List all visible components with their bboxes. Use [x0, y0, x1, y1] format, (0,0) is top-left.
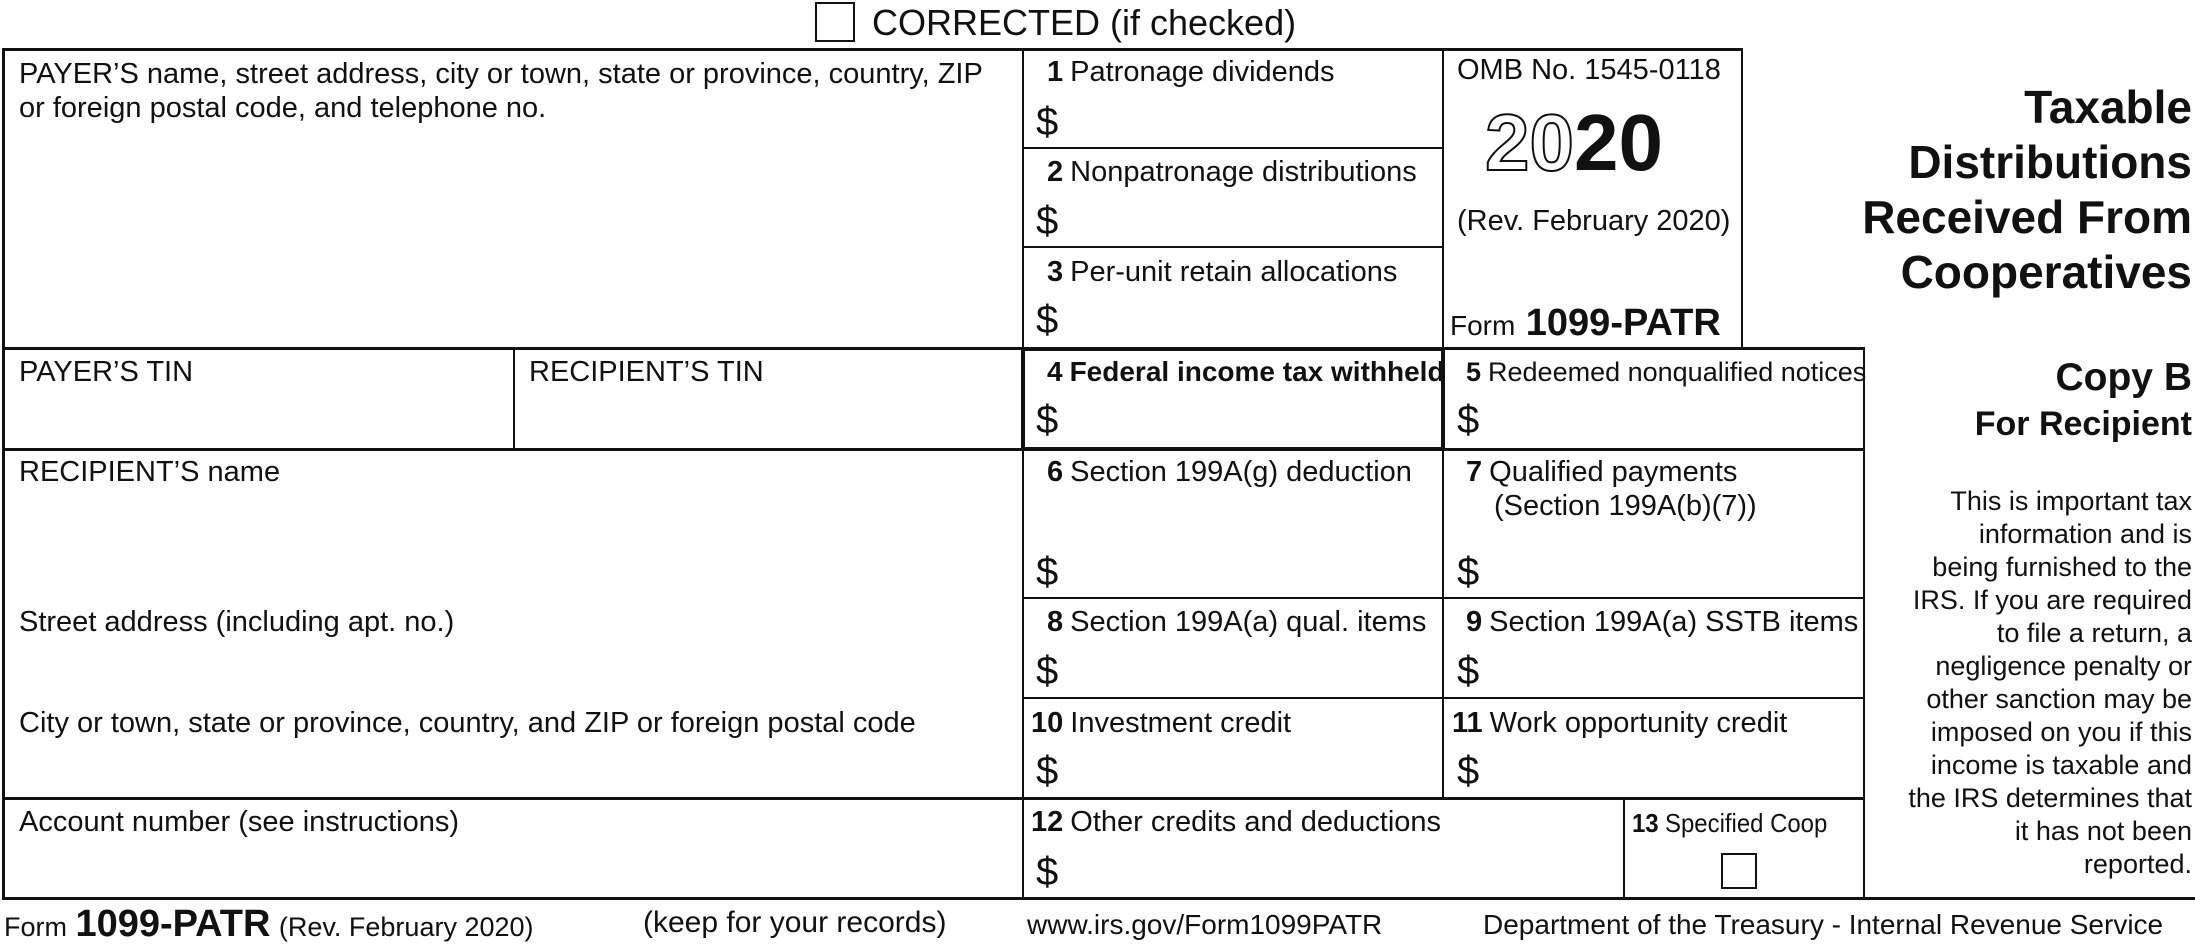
box7-dollar: $	[1457, 550, 1480, 594]
money-col-left	[1022, 48, 1024, 899]
copy-notice-line: other sanction may be	[1926, 684, 2192, 714]
box6-amount-field[interactable]	[1065, 546, 1435, 592]
box13-label	[1632, 806, 1827, 840]
box5-dollar: $	[1457, 398, 1480, 442]
box7-number: 7	[1466, 456, 1483, 488]
box5-amount-field[interactable]	[1486, 396, 1856, 440]
form-left-border	[2, 48, 5, 899]
box2-amount-field[interactable]	[1065, 196, 1435, 240]
payer-info-field[interactable]	[6, 130, 1016, 342]
copy-notice-line: income is taxable and	[1930, 750, 2192, 780]
corrected-checkbox[interactable]	[815, 2, 855, 42]
account-number-field[interactable]	[10, 842, 1015, 892]
box8-number: 8	[1047, 606, 1064, 638]
recipient-name-field[interactable]	[10, 492, 1015, 592]
box3-label	[1047, 255, 1397, 289]
tin-divider	[513, 347, 515, 449]
copy-notice-line: being furnished to the	[1932, 552, 2192, 582]
box12-dollar: $	[1036, 850, 1059, 894]
copy-notice-line: information and is	[1978, 519, 2192, 549]
omb-form-number: 1099-PATR	[1525, 302, 1721, 344]
box13-left	[1623, 797, 1625, 898]
form-title-line3: Received From	[1862, 191, 2192, 243]
box10-amount-field[interactable]	[1065, 746, 1435, 792]
box9-label	[1466, 605, 1858, 639]
form-title-line1: Taxable	[2024, 81, 2192, 133]
box3-dollar: $	[1036, 298, 1059, 342]
copy-notice-line: negligence penalty or	[1935, 651, 2192, 681]
box2-number: 2	[1047, 156, 1064, 188]
box7-text-line1: Qualified payments	[1489, 456, 1738, 488]
footer-form-word: Form	[4, 912, 67, 942]
box3-number: 3	[1047, 256, 1064, 288]
account-number-label: Account number (see instructions)	[19, 806, 460, 838]
omb-number: OMB No. 1545-0118	[1457, 54, 1721, 86]
copy-notice-line: imposed on you if this	[1930, 717, 2192, 747]
box6-text: Section 199A(g) deduction	[1070, 456, 1412, 488]
payer-block-label	[19, 57, 983, 125]
box1-text: Patronage dividends	[1070, 56, 1335, 88]
copy-notice-line: This is important tax	[1950, 486, 2192, 516]
box9-text: Section 199A(a) SSTB items	[1489, 606, 1859, 638]
box10-number: 10	[1031, 707, 1064, 739]
box4-amount-field[interactable]	[1065, 396, 1425, 440]
corrected-label: CORRECTED (if checked)	[872, 2, 1297, 43]
tax-year-solid: 20	[1573, 98, 1663, 187]
omb-form-id	[1450, 302, 1721, 345]
footer-irs-url: www.irs.gov/Form1099PATR	[1027, 909, 1383, 940]
box2-text: Nonpatronage distributions	[1070, 156, 1417, 188]
form-title-line2: Distributions	[1908, 136, 2192, 188]
footer-form-number: 1099-PATR	[75, 903, 271, 945]
form-title-line4: Cooperatives	[1900, 246, 2192, 298]
box9-dollar: $	[1457, 649, 1480, 693]
recipient-city-field[interactable]	[10, 742, 1015, 794]
box5-number: 5	[1466, 357, 1482, 387]
for-recipient-label: For Recipient	[1974, 405, 2192, 443]
copy-notice-line: it has not been	[2014, 816, 2192, 846]
box11-number: 11	[1452, 707, 1483, 739]
omb-form-word: Form	[1450, 310, 1516, 341]
footer-keep-note: (keep for your records)	[643, 906, 947, 939]
copy-notice	[1875, 485, 2192, 881]
box1-dollar: $	[1036, 100, 1059, 144]
box8-label	[1047, 605, 1426, 639]
box3-text: Per-unit retain allocations	[1070, 256, 1398, 288]
omb-right-border	[1741, 48, 1743, 348]
box10-label	[1031, 706, 1291, 740]
box2-label	[1047, 155, 1417, 189]
box5-text: Redeemed nonqualified notices	[1488, 357, 1867, 387]
box12-label	[1031, 805, 1441, 839]
box6-dollar: $	[1036, 550, 1059, 594]
recipient-name-label: RECIPIENT’S name	[19, 456, 281, 488]
box4-dollar: $	[1036, 398, 1059, 442]
box8-dollar: $	[1036, 649, 1059, 693]
box3-amount-field[interactable]	[1065, 296, 1435, 340]
box12-amount-field[interactable]	[1065, 846, 1615, 892]
footer-department: Department of the Treasury - Internal Revenue Service	[1483, 909, 2164, 940]
box6-label	[1047, 455, 1412, 489]
payer-tin-field[interactable]	[10, 392, 505, 442]
tax-year-outline: 20	[1485, 98, 1574, 187]
footer-rev-date: (Rev. February 2020)	[278, 912, 534, 942]
footer-form-id	[4, 903, 534, 946]
box11-text: Work opportunity credit	[1489, 707, 1788, 739]
copy-col-left	[1863, 347, 1865, 899]
copy-notice-line: IRS. If you are required	[1912, 585, 2192, 615]
box2-bottom-border	[1022, 246, 1442, 248]
form-top-border	[2, 48, 1742, 51]
payer-block-label-line2: or foreign postal code, and telephone no.	[19, 92, 547, 124]
copy-b-label: Copy B	[2055, 356, 2192, 399]
payer-block-label-line1: PAYER’S name, street address, city or town, state or province, country, ZIP	[19, 58, 983, 90]
box1-number: 1	[1047, 56, 1064, 88]
box4-label	[1047, 355, 1445, 389]
tax-year	[1485, 100, 1663, 186]
box12-text: Other credits and deductions	[1070, 806, 1442, 838]
box8-text: Section 199A(a) qual. items	[1070, 606, 1427, 638]
copy-notice-line: reported.	[2083, 849, 2192, 879]
form-bottom-border	[2, 897, 2195, 900]
copy-notice-line: the IRS determines that	[1908, 783, 2192, 813]
box7-amount-field[interactable]	[1486, 546, 1856, 592]
recipient-street-field[interactable]	[10, 642, 1015, 697]
box6-number: 6	[1047, 456, 1064, 488]
box11-dollar: $	[1457, 749, 1480, 793]
recipient-street-label: Street address (including apt. no.)	[19, 606, 455, 638]
box7-label	[1466, 455, 1757, 523]
account-row-top-border	[2, 797, 1865, 800]
box1-amount-field[interactable]	[1065, 98, 1435, 142]
omb-rev-date: (Rev. February 2020)	[1457, 205, 1731, 237]
box12-number: 12	[1031, 806, 1064, 838]
box13-checkbox[interactable]	[1721, 853, 1757, 889]
box9-amount-field[interactable]	[1486, 646, 1856, 692]
box5-label	[1466, 355, 1866, 389]
copy-notice-line: to file a return, a	[1996, 618, 2192, 648]
box13-number: 13	[1632, 808, 1659, 838]
box10-dollar: $	[1036, 749, 1059, 793]
box10-text: Investment credit	[1070, 707, 1292, 739]
tin-row-bottom-border	[2, 448, 1865, 451]
payer-bottom-border	[2, 347, 1865, 350]
box4-text: Federal income tax withheld	[1069, 356, 1445, 387]
money-col-mid-top	[1442, 48, 1444, 348]
box9-number: 9	[1466, 606, 1483, 638]
recipient-tin-field[interactable]	[520, 392, 1015, 442]
box7-text-line2: (Section 199A(b)(7))	[1494, 490, 1757, 522]
box11-amount-field[interactable]	[1486, 746, 1856, 792]
box2-dollar: $	[1036, 199, 1059, 243]
recipient-tin-label: RECIPIENT’S TIN	[529, 356, 764, 388]
box8-amount-field[interactable]	[1065, 646, 1435, 692]
box11-label	[1452, 706, 1787, 740]
payer-tin-label: PAYER’S TIN	[19, 356, 194, 388]
box13-text: Specified Coop	[1665, 808, 1828, 838]
box4-number: 4	[1047, 356, 1063, 387]
box1-bottom-border	[1022, 147, 1442, 149]
recipient-city-label: City or town, state or province, country, and ZIP or foreign postal code	[19, 707, 916, 739]
form-title	[1760, 80, 2192, 300]
box1-label	[1047, 55, 1335, 89]
